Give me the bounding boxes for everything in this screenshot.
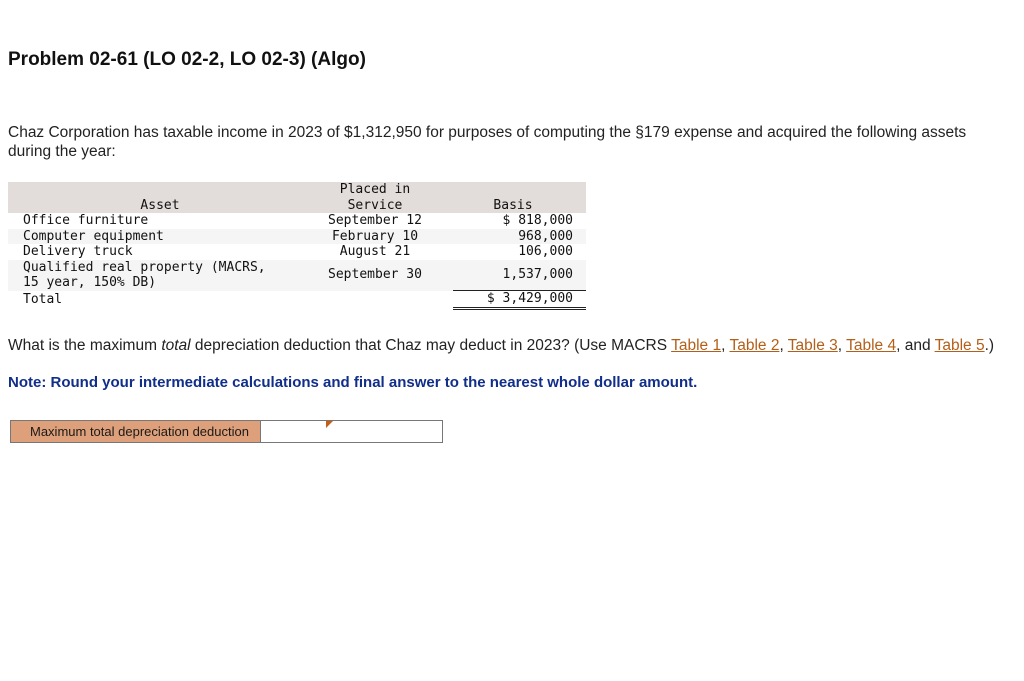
- table-row: [8, 229, 586, 245]
- problem-intro: Chaz Corporation has taxable income in 2023 of $1,312,950 for purposes of computing the §179 expense and acquired the following assets during the year:: [8, 124, 967, 160]
- total-label: Total: [8, 291, 297, 309]
- placed-in-service-date: September 12: [311, 213, 439, 229]
- asset-basis: 968,000: [453, 229, 586, 245]
- table-row: [8, 260, 586, 291]
- table-total-row: [8, 291, 586, 309]
- link-table-5[interactable]: Table 5: [934, 337, 985, 354]
- question-middle: depreciation deduction that Chaz may deduct in 2023? (Use MACRS: [190, 337, 672, 354]
- answer-row: [10, 420, 443, 443]
- asset-basis: 106,000: [453, 244, 586, 260]
- question-prefix: What is the maximum: [8, 337, 162, 354]
- question-emphasis: total: [161, 337, 191, 354]
- asset-name: Computer equipment: [8, 229, 297, 245]
- link-table-1[interactable]: Table 1: [671, 337, 722, 354]
- depreciation-answer-input[interactable]: [261, 421, 442, 442]
- separator: ,: [779, 337, 788, 354]
- answer-label: Maximum total depreciation deduction: [11, 421, 261, 442]
- question-suffix: .): [984, 337, 995, 354]
- header-basis: Basis: [453, 182, 586, 213]
- total-basis: $ 3,429,000: [453, 291, 586, 309]
- input-marker-icon: [326, 421, 333, 428]
- placed-in-service-date: February 10: [311, 229, 439, 245]
- separator: ,: [721, 337, 730, 354]
- asset-name: Delivery truck: [8, 244, 297, 260]
- assets-table: [8, 182, 586, 310]
- header-asset: Asset: [8, 182, 297, 213]
- asset-basis: 1,537,000: [453, 260, 586, 291]
- placed-in-service-date: August 21: [311, 244, 439, 260]
- problem-title: Problem 02-61 (LO 02-2, LO 02-3) (Algo): [8, 49, 366, 70]
- header-placed-line1: Placed in: [339, 182, 411, 197]
- link-table-4[interactable]: Table 4: [846, 337, 897, 354]
- link-table-3[interactable]: Table 3: [787, 337, 838, 354]
- table-row: [8, 213, 586, 229]
- table-row: [8, 244, 586, 260]
- rounding-note: Note: Round your intermediate calculations and final answer to the nearest whole dollar amount.: [8, 374, 698, 391]
- link-table-2[interactable]: Table 2: [729, 337, 780, 354]
- placed-in-service-date: September 30: [311, 260, 439, 291]
- separator: , and: [896, 337, 935, 354]
- asset-basis: $ 818,000: [453, 213, 586, 229]
- header-placed-in-service: [311, 182, 439, 213]
- asset-name: Qualified real property (MACRS, 15 year, 150% DB): [8, 260, 297, 291]
- header-placed-line2: Service: [347, 197, 403, 213]
- table-header-row: [8, 182, 586, 213]
- asset-name: Office furniture: [8, 213, 297, 229]
- separator: ,: [837, 337, 847, 354]
- question-text: [8, 336, 998, 355]
